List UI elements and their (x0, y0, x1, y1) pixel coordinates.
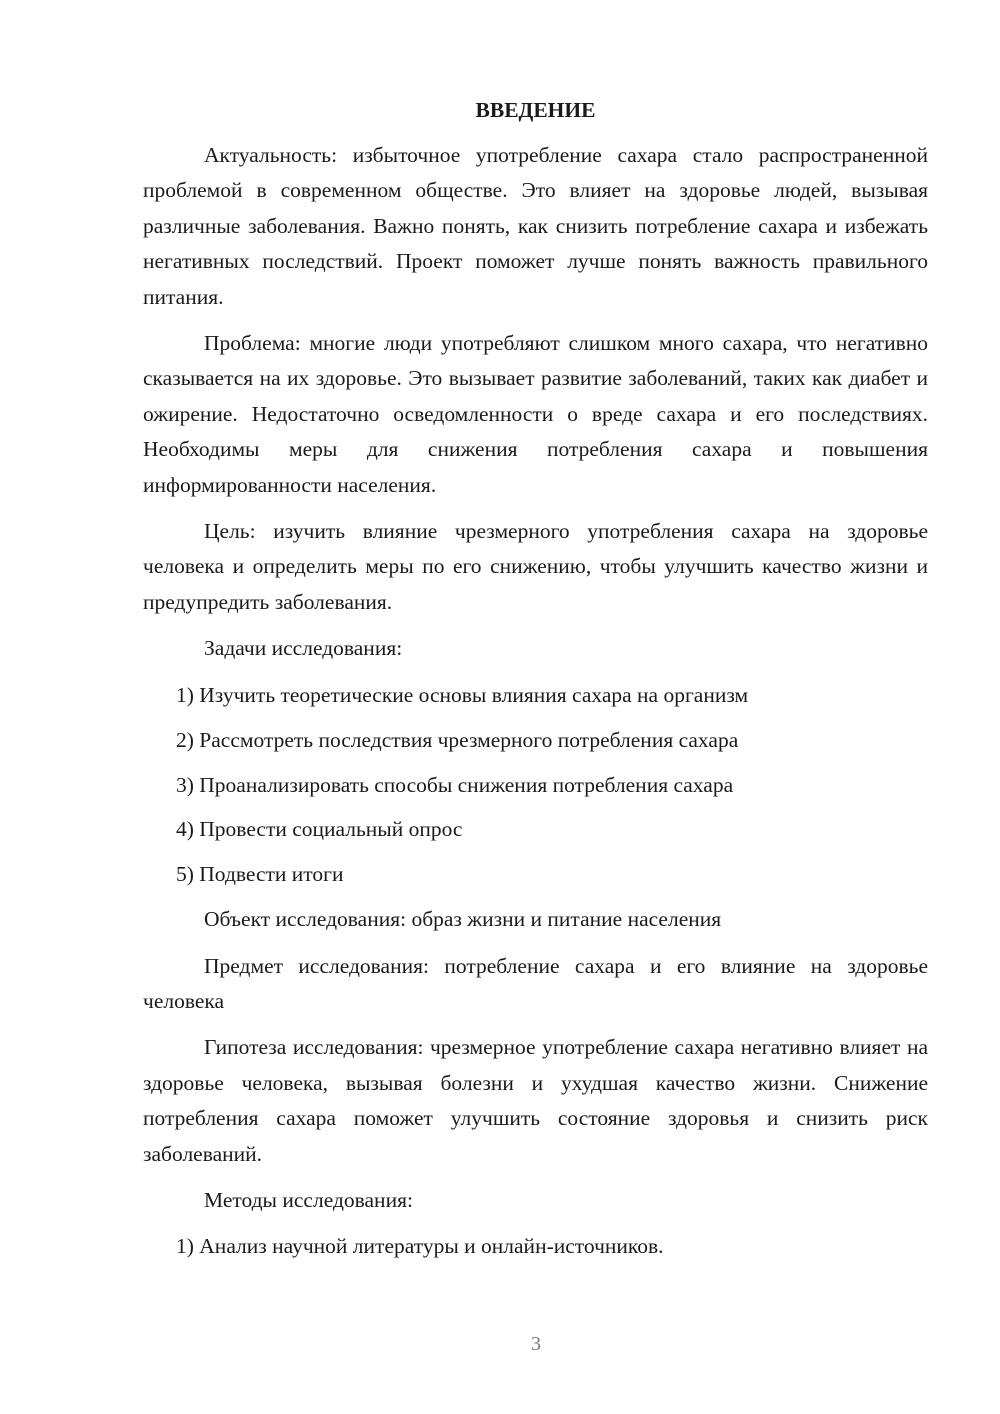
hypothesis-paragraph: Гипотеза исследования: чрезмерное употребление сахара негативно влияет на здоровье человека, вызывая болезни и ухудшая качество жизни. Снижение потребления сахара поможет улучшить состояние здоровья и снизить риск заболеваний. (143, 1035, 928, 1166)
subject-paragraph: Предмет исследования: потребление сахара и его влияние на здоровье человека (143, 953, 928, 1014)
page-number: 3 (531, 1333, 541, 1355)
methods-title: Методы исследования: (204, 1188, 413, 1213)
page-content (143, 93, 928, 1274)
method-item: 1) Анализ научной литературы и онлайн-источников. (176, 1234, 664, 1259)
goal-paragraph: Цель: изучить влияние чрезмерного употребления сахара на здоровье человека и определить меры по его снижению, чтобы улучшить качество жизни и предупредить заболевания. (143, 519, 928, 614)
task-item: 4) Провести социальный опрос (176, 817, 463, 842)
task-item: 3) Проанализировать способы снижения потребления сахара (176, 772, 734, 797)
problem-paragraph: Проблема: многие люди употребляют слишком много сахара, что негативно сказывается на их здоровье. Это вызывает развитие заболеваний, таких как диабет и ожирение. Недостаточно осведомленности о вреде сахара и его последствиях. Необходимы меры для снижения потребления сахара и повышения информированности населения. (143, 331, 928, 497)
relevance-paragraph: Актуальность: избыточное употребление сахара стало распространенной проблемой в современном обществе. Это влияет на здоровье людей, вызывая различные заболевания. Важно понять, как снизить потребление сахара и избежать негативных последствий. Проект поможет лучше понять важность правильного питания. (143, 143, 928, 309)
task-item: 5) Подвести итоги (176, 862, 344, 887)
object-paragraph: Объект исследования: образ жизни и питание населения (204, 907, 722, 932)
section-heading: ВВЕДЕНИЕ (475, 98, 596, 122)
task-item: 1) Изучить теоретические основы влияния сахара на организм (176, 682, 749, 707)
tasks-title: Задачи исследования: (204, 636, 403, 661)
task-item: 2) Рассмотреть последствия чрезмерного потребления сахара (176, 727, 739, 752)
